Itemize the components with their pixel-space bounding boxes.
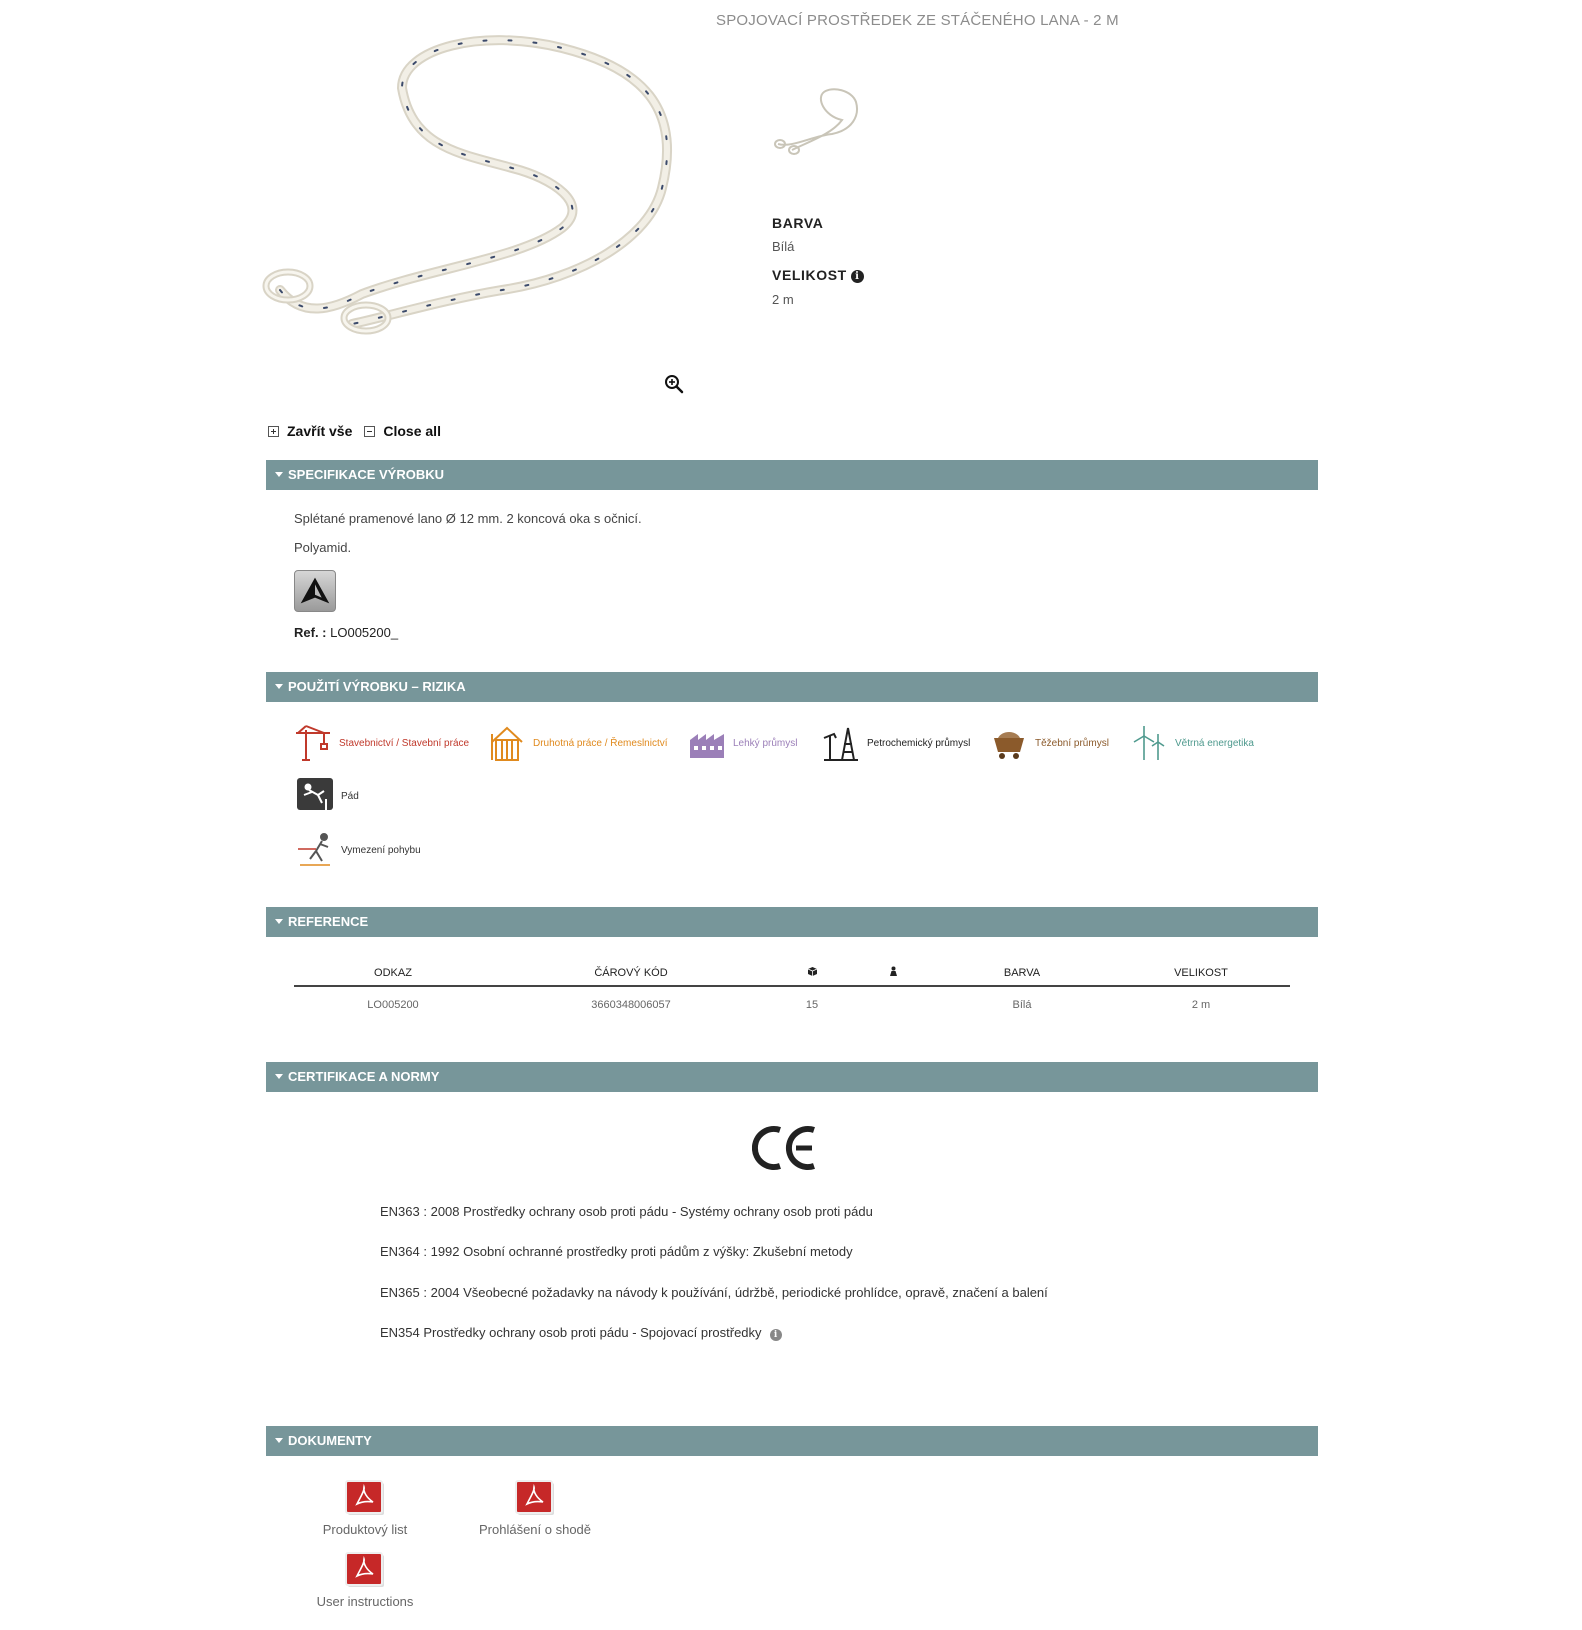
table-header-row	[294, 960, 1290, 986]
minus-box-icon	[364, 426, 375, 437]
collapse-all-button[interactable]	[364, 423, 441, 439]
section-header-certification[interactable]	[266, 1062, 1318, 1092]
risk-restraint[interactable]	[296, 831, 421, 869]
product-title: SPOJOVACÍ PROSTŘEDEK ZE STÁČENÉHO LANA - 2 M	[716, 12, 1119, 29]
caret-down-icon	[275, 1438, 283, 1443]
section-title-certification: CERTIFIKACE A NORMY	[288, 1069, 440, 1084]
norm-en354: EN354 Prostředky ochrany osob proti pádu - Spojovací prostředky	[380, 1325, 762, 1340]
info-icon[interactable]: i	[851, 270, 864, 283]
reference-table	[294, 960, 1290, 1022]
color-label: BARVA	[772, 215, 824, 231]
size-label: VELIKOST	[772, 267, 847, 283]
risk-label: Vymezení pohybu	[341, 844, 421, 856]
factory-icon	[688, 724, 726, 762]
column-header: BARVA	[932, 960, 1112, 986]
person-icon	[854, 960, 932, 986]
table-cell: LO005200	[367, 998, 419, 1011]
norm-en363: EN363 : 2008 Prostředky ochrany osob proti pádu - Systémy ochrany osob proti pádu	[380, 1204, 873, 1219]
section-title-documents: DOKUMENTY	[288, 1433, 372, 1448]
table-cell: 2 m	[1191, 998, 1211, 1011]
usage-mining[interactable]	[990, 724, 1109, 762]
caret-down-icon	[275, 1074, 283, 1079]
house-icon	[488, 724, 526, 762]
section-header-reference[interactable]	[266, 907, 1318, 937]
table-row	[294, 986, 1290, 1022]
ref-value: LO005200_	[330, 625, 399, 640]
usage-label: Stavebnictví / Stavební práce	[339, 737, 470, 749]
caret-down-icon	[275, 472, 283, 477]
fall-icon	[296, 777, 334, 815]
caret-down-icon	[275, 919, 283, 924]
size-label-row	[772, 267, 864, 283]
table-cell: Bílá	[1012, 998, 1032, 1011]
usage-label: Větrná energetika	[1175, 737, 1254, 749]
document-label: Prohlášení o shodě	[478, 1522, 592, 1537]
toggle-row	[268, 423, 453, 439]
usage-wind-energy[interactable]	[1130, 724, 1254, 762]
document-declaration-of-conformity[interactable]	[470, 1480, 600, 1537]
collapse-all-label: Close all	[383, 423, 441, 439]
oil-rig-icon	[822, 724, 860, 762]
plus-box-icon	[268, 426, 279, 437]
mine-cart-icon	[990, 724, 1028, 762]
usage-construction[interactable]	[294, 724, 469, 762]
document-label: Produktový list	[322, 1522, 408, 1537]
table-cell: 15	[805, 998, 819, 1011]
table-cell: 3660348006057	[591, 998, 671, 1011]
section-header-spec[interactable]	[266, 460, 1318, 490]
box-icon	[770, 960, 854, 986]
zoom-icon[interactable]	[664, 374, 684, 394]
ce-mark-icon	[752, 1124, 818, 1172]
column-header: ČÁROVÝ KÓD	[492, 960, 770, 986]
document-user-instructions[interactable]	[300, 1552, 430, 1609]
reference-line	[294, 625, 398, 640]
norm-en364: EN364 : 1992 Osobní ochranné prostředky proti pádům z výšky: Zkušební metody	[380, 1244, 853, 1259]
section-header-documents[interactable]	[266, 1426, 1318, 1456]
expand-all-button[interactable]	[268, 423, 352, 439]
pdf-icon	[345, 1552, 385, 1588]
usage-label: Petrochemický průmysl	[867, 737, 971, 749]
risk-label: Pád	[341, 790, 359, 802]
norm-en365: EN365 : 2004 Všeobecné požadavky na návody k používání, údržbě, periodické prohlídce, opravě, značení a balení	[380, 1285, 1048, 1300]
usage-light-industry[interactable]	[688, 724, 797, 762]
norm-en354-row	[380, 1325, 782, 1341]
product-image[interactable]	[262, 28, 698, 356]
expand-all-label: Zavřít vše	[287, 423, 353, 439]
caret-down-icon	[275, 684, 283, 689]
pdf-icon	[515, 1480, 555, 1516]
usage-petrochemical[interactable]	[822, 724, 970, 762]
table-cell	[854, 986, 932, 1022]
wind-turbine-icon	[1130, 724, 1168, 762]
column-header: VELIKOST	[1112, 960, 1290, 986]
section-title-spec: SPECIFIKACE VÝROBKU	[288, 467, 445, 482]
crane-icon	[294, 724, 332, 762]
usage-crafts[interactable]	[488, 724, 668, 762]
info-icon[interactable]: i	[770, 1329, 782, 1341]
size-value: 2 m	[772, 292, 794, 307]
pdf-icon	[345, 1480, 385, 1516]
ref-label: Ref. :	[294, 625, 327, 640]
section-header-usage[interactable]	[266, 672, 1318, 702]
column-header: ODKAZ	[294, 960, 492, 986]
restraint-icon	[296, 831, 334, 869]
color-value: Bílá	[772, 239, 795, 254]
section-title-reference: REFERENCE	[288, 914, 369, 929]
document-label: User instructions	[316, 1594, 414, 1609]
usage-label: Těžební průmysl	[1035, 737, 1109, 749]
spec-description: Splétané pramenové lano Ø 12 mm. 2 koncová oka s očnicí.	[294, 511, 642, 526]
risk-fall[interactable]	[296, 777, 359, 815]
spec-material: Polyamid.	[294, 540, 352, 555]
usage-label: Druhotná práce / Řemeslnictví	[533, 737, 668, 749]
brand-logo	[294, 570, 336, 612]
usage-label: Lehký průmysl	[733, 737, 798, 749]
product-thumbnail[interactable]	[772, 86, 864, 158]
document-product-sheet[interactable]	[300, 1480, 430, 1537]
section-title-usage: POUŽITÍ VÝROBKU – RIZIKA	[288, 679, 466, 694]
